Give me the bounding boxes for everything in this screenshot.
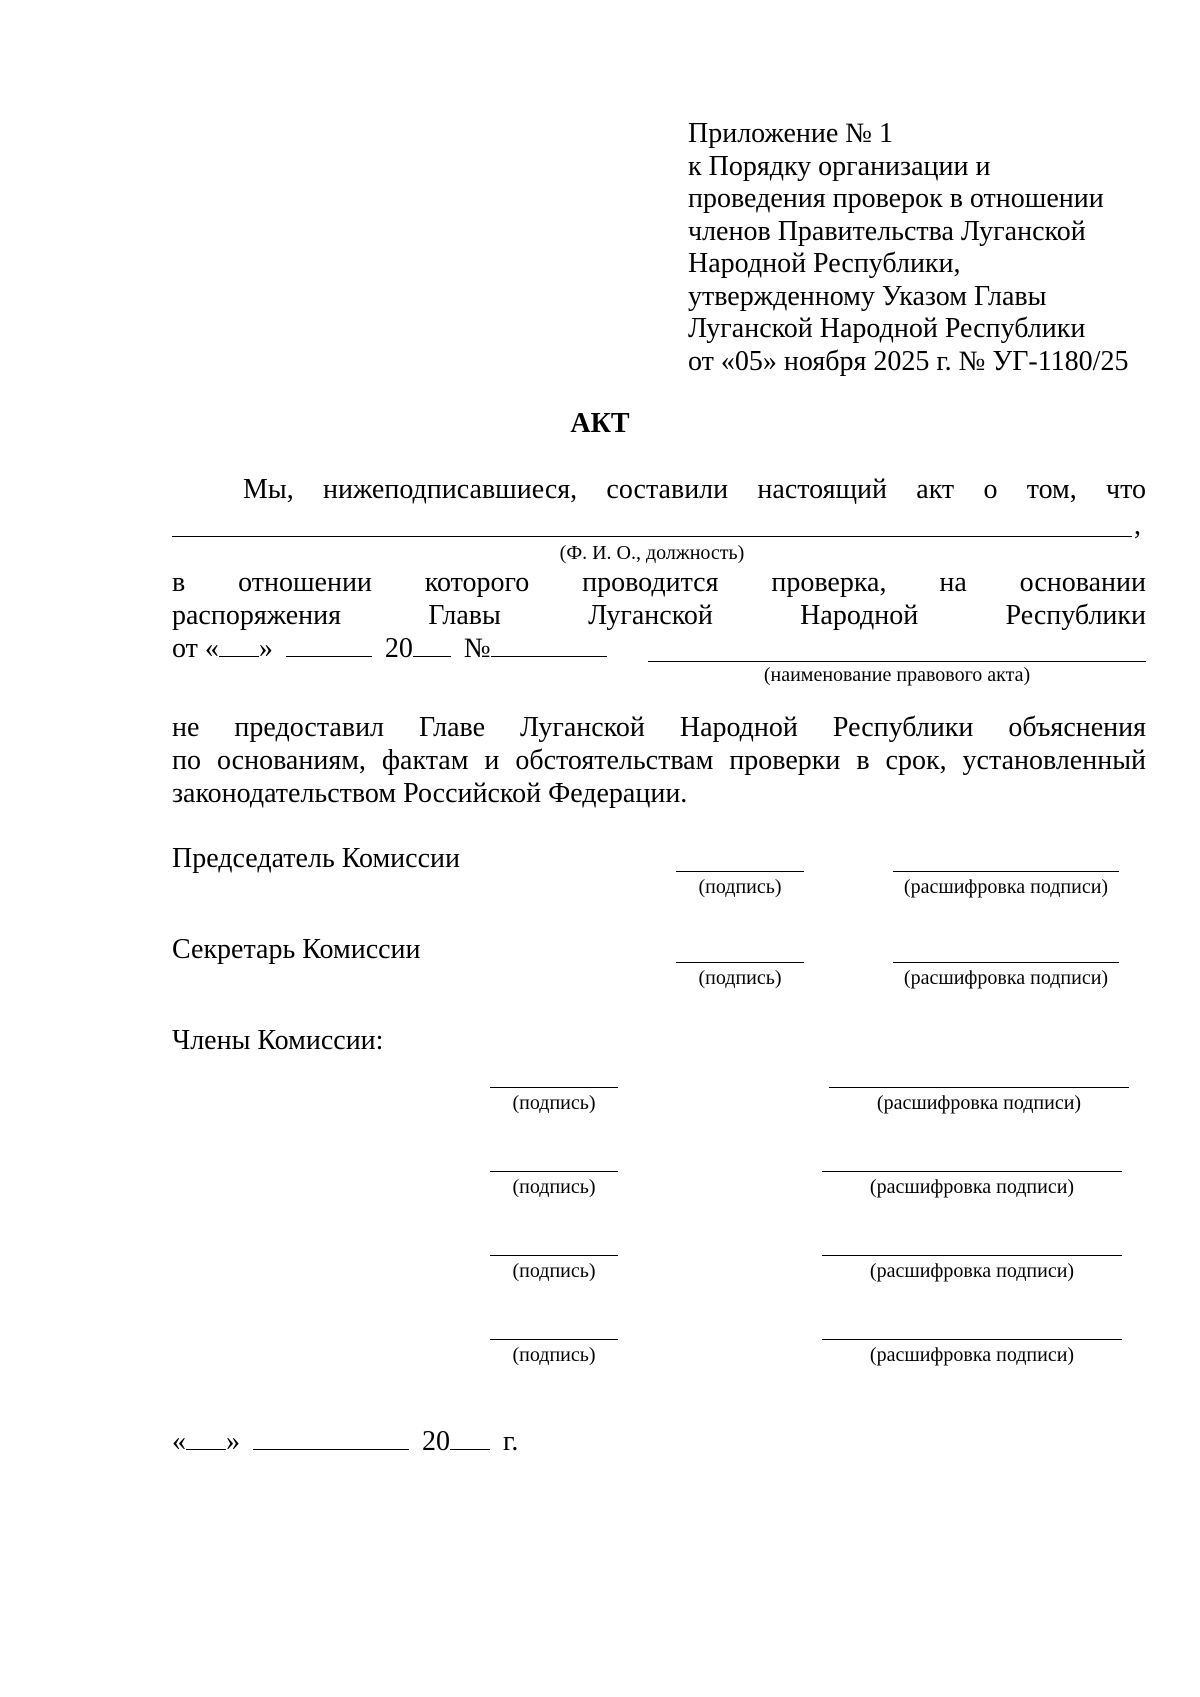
order-month-blank[interactable] xyxy=(286,632,372,657)
paragraph-line: не предоставил Главе Луганской Народной Республики объяснения xyxy=(172,712,1146,743)
appendix-line: Приложение № 1 xyxy=(688,118,893,149)
fio-blank-line[interactable] xyxy=(172,536,1132,537)
order-day-blank[interactable] xyxy=(219,632,259,657)
member-decoding-line[interactable] xyxy=(829,1087,1129,1088)
chairman-label: Председатель Комиссии xyxy=(172,843,460,874)
legal-act-caption: (наименование правового акта) xyxy=(763,664,1031,686)
footer-year-blank[interactable] xyxy=(450,1425,490,1450)
appendix-line: Народной Республики, xyxy=(688,248,961,279)
signature-caption: (подпись) xyxy=(698,876,782,898)
decoding-caption: (расшифровка подписи) xyxy=(903,876,1109,898)
decoding-caption: (расшифровка подписи) xyxy=(869,1176,1075,1198)
signature-caption: (подпись) xyxy=(698,967,782,989)
footer-date xyxy=(172,1425,518,1458)
appendix-line: утвержденному Указом Главы xyxy=(688,280,1047,312)
member-signature-line[interactable] xyxy=(490,1171,618,1172)
date-from-label: от « xyxy=(172,633,219,664)
appendix-line: к Порядку организации и xyxy=(688,150,991,182)
paragraph-line: по основаниям, фактам и обстоятельствам проверки в срок, установленный xyxy=(172,745,1146,776)
appendix-line: проведения проверок в отношении xyxy=(688,183,1104,214)
signature-caption: (подпись) xyxy=(512,1344,596,1366)
decoding-caption: (расшифровка подписи) xyxy=(869,1260,1075,1282)
decoding-caption: (расшифровка подписи) xyxy=(876,1092,1082,1114)
secretary-label: Секретарь Комиссии xyxy=(172,934,421,965)
signature-caption: (подпись) xyxy=(512,1176,596,1198)
appendix-line: членов Правительства Луганской xyxy=(688,215,1086,247)
footer-year-prefix: 20 xyxy=(422,1426,450,1457)
member-signature-line[interactable] xyxy=(490,1339,618,1340)
appendix-block xyxy=(688,118,1168,378)
fio-caption: (Ф. И. О., должность) xyxy=(559,542,745,564)
members-label: Члены Комиссии: xyxy=(172,1025,384,1056)
chairman-decoding-line[interactable] xyxy=(893,871,1119,872)
secretary-decoding-line[interactable] xyxy=(893,962,1119,963)
number-sign: № xyxy=(463,633,491,664)
footer-month-blank[interactable] xyxy=(253,1425,409,1450)
member-signature-line[interactable] xyxy=(490,1255,618,1256)
footer-open-quote: « xyxy=(172,1426,186,1457)
in-relation-line: в отношении которого проводится проверка, на основании xyxy=(172,567,1146,598)
member-decoding-line[interactable] xyxy=(822,1339,1122,1340)
footer-day-blank[interactable] xyxy=(186,1425,226,1450)
order-year-prefix: 20 xyxy=(384,633,413,664)
order-date-line xyxy=(172,632,607,665)
date-close-quote: » xyxy=(258,633,273,664)
member-signature-line[interactable] xyxy=(490,1087,618,1088)
paragraph-line: законодательством Российской Федерации. xyxy=(172,778,688,809)
appendix-line: Луганской Народной Республики xyxy=(688,313,1086,344)
decoding-caption: (расшифровка подписи) xyxy=(869,1344,1075,1366)
order-year-blank[interactable] xyxy=(413,632,451,657)
appendix-line: от «05» ноября 2025 г. № УГ-1180/25 xyxy=(688,345,1129,377)
order-number-blank[interactable] xyxy=(491,632,607,657)
decoding-caption: (расшифровка подписи) xyxy=(903,967,1109,989)
order-line: распоряжения Главы Луганской Народной Республики xyxy=(172,600,1146,631)
fio-comma: , xyxy=(1134,510,1141,541)
secretary-signature-line[interactable] xyxy=(676,962,804,963)
footer-year-suffix: г. xyxy=(503,1426,519,1457)
legal-act-blank-line[interactable] xyxy=(648,661,1146,662)
intro-line: Мы, нижеподписавшиеся, составили настоящий акт о том, что xyxy=(243,474,1146,505)
member-decoding-line[interactable] xyxy=(822,1255,1122,1256)
document-title: АКТ xyxy=(570,408,630,439)
chairman-signature-line[interactable] xyxy=(676,871,804,872)
signature-caption: (подпись) xyxy=(512,1260,596,1282)
member-decoding-line[interactable] xyxy=(822,1171,1122,1172)
footer-close-quote: » xyxy=(226,1426,240,1457)
signature-caption: (подпись) xyxy=(512,1092,596,1114)
